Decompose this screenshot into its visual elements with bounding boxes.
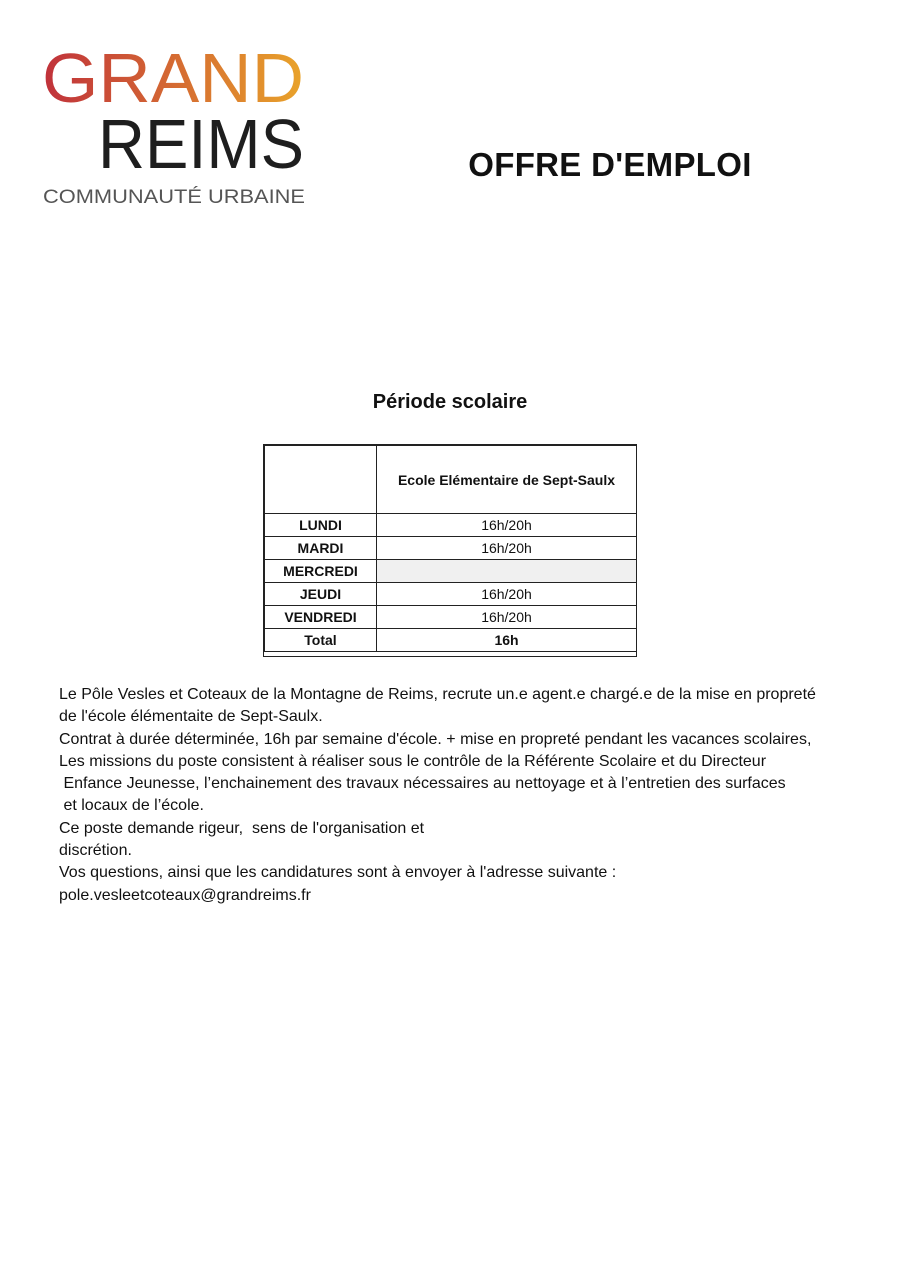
day-cell: VENDREDI [265, 606, 377, 629]
description-line: Le Pôle Vesles et Coteaux de la Montagne de Reims, recrute un.e agent.e chargé.e de la mise en propreté [59, 686, 816, 703]
table-header-row [265, 446, 637, 514]
header-empty-cell [265, 446, 377, 514]
description-line: Ce poste demande rigeur, sens de l'organisation et [59, 819, 425, 837]
hours-cell: 16h/20h [377, 514, 637, 537]
day-cell: MARDI [265, 537, 377, 560]
contact-email: pole.vesleetcoteaux@grandreims.fr [59, 886, 311, 904]
description-line: et locaux de l’école. [59, 797, 204, 815]
total-value: 16h [377, 629, 637, 652]
hours-cell [377, 560, 637, 583]
description-line: Les missions du poste consistent à réaliser sous le contrôle de la Référente Scolaire et du Directeur [59, 752, 767, 770]
logo-subtitle: COMMUNAUTÉ URBAINE [43, 187, 305, 208]
total-row [265, 629, 637, 652]
description-line: Vos questions, ainsi que les candidatures sont à envoyer à l'adresse suivante : [59, 864, 617, 882]
table-row [265, 583, 637, 606]
day-cell: JEUDI [265, 583, 377, 606]
table-row [265, 537, 637, 560]
logo-reims: REIMS [98, 105, 304, 183]
description-line: Enfance Jeunesse, l’enchainement des travaux nécessaires au nettoyage et à l’entretien des surfaces [59, 775, 786, 793]
page-title: OFFRE D'EMPLOI [468, 146, 752, 183]
table-row [265, 606, 637, 629]
header-school: Ecole Elémentaire de Sept-Saulx [377, 446, 637, 514]
table-row [265, 560, 637, 583]
total-label: Total [265, 629, 377, 652]
table-row [265, 514, 637, 537]
day-cell: MERCREDI [265, 560, 377, 583]
day-cell: LUNDI [265, 514, 377, 537]
logo-grand: GRAND [42, 40, 304, 117]
description-line: discrétion. [59, 842, 132, 860]
hours-cell: 16h/20h [377, 537, 637, 560]
hours-cell: 16h/20h [377, 583, 637, 606]
period-title: Période scolaire [372, 391, 528, 413]
job-description [59, 684, 849, 907]
description-line: Contrat à durée déterminée, 16h par semaine d'école. + mise en propreté pendant les vacances scolaires, [59, 730, 812, 748]
description-line: de l'école élémentaite de Sept-Saulx. [59, 708, 323, 726]
hours-cell: 16h/20h [377, 606, 637, 629]
grand-reims-logo [40, 40, 320, 215]
schedule-table [264, 445, 637, 652]
